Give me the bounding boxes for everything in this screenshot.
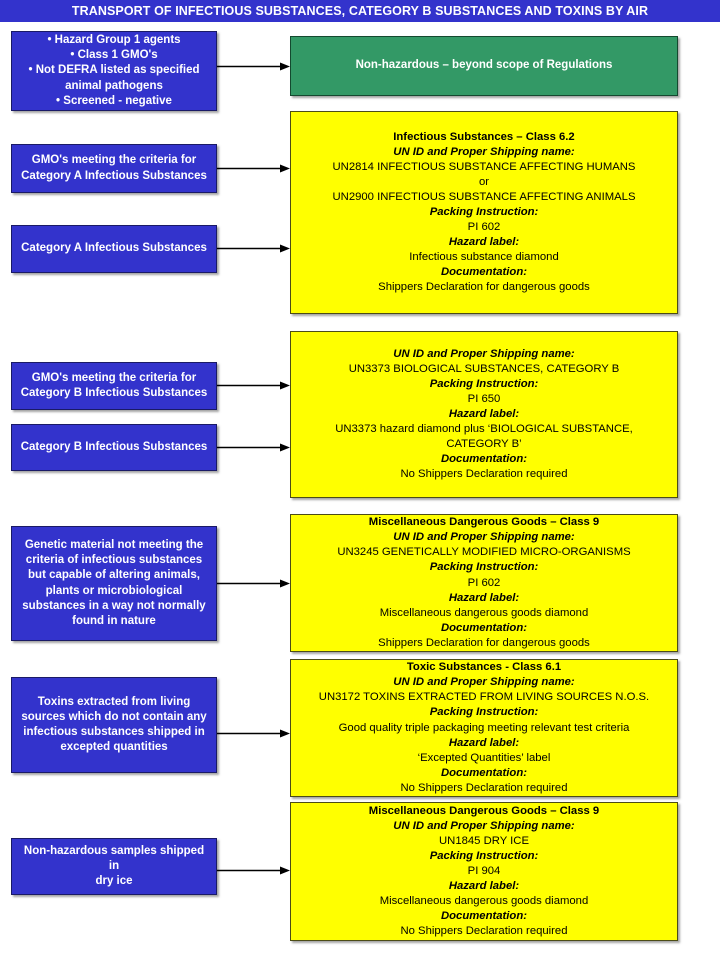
node-genetic-material bbox=[11, 526, 217, 641]
node-line: Hazard label: bbox=[448, 591, 520, 604]
node-outcome-class-9-gmmo bbox=[290, 514, 678, 652]
node-line: Hazard label: bbox=[448, 880, 520, 893]
arrow-category-b-to-un3373 bbox=[217, 443, 292, 452]
node-line: Non-hazardous – beyond scope of Regulations bbox=[355, 59, 613, 72]
node-category-a bbox=[11, 225, 217, 273]
node-line: animal pathogens bbox=[65, 79, 163, 92]
node-line: Shippers Declaration for dangerous goods bbox=[378, 636, 590, 649]
node-line: UN ID and Proper Shipping name: bbox=[393, 819, 575, 832]
node-text bbox=[22, 538, 205, 629]
node-line: PI 602 bbox=[467, 576, 501, 589]
node-line: found in nature bbox=[72, 614, 156, 627]
node-gmo-category-b bbox=[11, 362, 217, 410]
arrow-gmo-b-to-un3373 bbox=[217, 381, 292, 390]
node-outcome-class-6-2 bbox=[290, 111, 678, 314]
node-line: UN2814 INFECTIOUS SUBSTANCE AFFECTING HUMANS bbox=[332, 160, 636, 173]
node-line: Hazard label: bbox=[448, 236, 520, 249]
node-line: Miscellaneous Dangerous Goods – Class 9 bbox=[368, 804, 600, 817]
node-line: Category B Infectious Substances bbox=[20, 440, 208, 453]
node-line: No Shippers Declaration required bbox=[400, 468, 568, 481]
node-outcome-non-hazardous bbox=[290, 36, 678, 96]
node-non-hazardous-dry-ice bbox=[11, 838, 217, 895]
node-category-b bbox=[11, 424, 217, 471]
node-text bbox=[21, 153, 207, 183]
node-text bbox=[28, 33, 199, 109]
node-line: UN2900 INFECTIOUS SUBSTANCE AFFECTING ANIMALS bbox=[332, 190, 636, 203]
node-line: UN3373 hazard diamond plus ‘BIOLOGICAL SUBSTANCE, CATEGORY B’ bbox=[335, 423, 633, 451]
node-outcome-class-6-1 bbox=[290, 659, 678, 797]
node-line: Packing Instruction: bbox=[429, 561, 539, 574]
node-line: Documentation: bbox=[441, 453, 527, 466]
node-line: Shippers Declaration for dangerous goods bbox=[378, 281, 590, 294]
node-line: UN ID and Proper Shipping name: bbox=[393, 531, 575, 544]
node-line: Non-hazardous samples shipped in bbox=[23, 844, 205, 872]
node-line: Hazard label: bbox=[448, 407, 520, 420]
node-line: PI 602 bbox=[467, 221, 501, 233]
node-line: • Class 1 GMO's bbox=[70, 49, 158, 62]
arrow-hazard-to-non-hazardous bbox=[217, 62, 292, 71]
node-line: No Shippers Declaration required bbox=[400, 781, 568, 794]
node-gmo-category-a bbox=[11, 144, 217, 193]
node-line: excepted quantities bbox=[60, 741, 168, 754]
node-line: PI 650 bbox=[467, 392, 501, 405]
node-line: UN1845 DRY ICE bbox=[439, 834, 529, 847]
node-outcome-class-9-dry-ice bbox=[290, 802, 678, 941]
node-line: or bbox=[478, 175, 490, 188]
node-line: but capable of altering animals, bbox=[28, 569, 200, 582]
node-text bbox=[21, 241, 207, 256]
node-line: dry ice bbox=[95, 875, 133, 888]
node-line: Packing Instruction: bbox=[429, 849, 539, 862]
arrow-genetic-to-class-9-gmmo bbox=[217, 579, 292, 588]
node-line: UN3373 BIOLOGICAL SUBSTANCES, CATEGORY B bbox=[348, 362, 620, 375]
node-line: Packing Instruction: bbox=[429, 706, 539, 719]
node-line: UN ID and Proper Shipping name: bbox=[393, 347, 575, 360]
node-line: sources which do not contain any bbox=[21, 710, 207, 723]
arrow-dry-ice-to-class-9-dry-ice bbox=[217, 866, 292, 875]
node-line: UN ID and Proper Shipping name: bbox=[393, 145, 575, 158]
node-line: Infectious Substances – Class 6.2 bbox=[393, 130, 575, 143]
node-line: Documentation: bbox=[441, 910, 527, 923]
node-line: • Screened - negative bbox=[56, 94, 172, 107]
node-line: Documentation: bbox=[441, 766, 527, 779]
node-text bbox=[21, 371, 208, 401]
node-line: UN3172 TOXINS EXTRACTED FROM LIVING SOURCES N.O.S. bbox=[318, 691, 650, 704]
node-line: Packing Instruction: bbox=[429, 377, 539, 390]
page-title-bar bbox=[0, 0, 720, 22]
node-line: Miscellaneous dangerous goods diamond bbox=[379, 895, 589, 908]
page-title: TRANSPORT OF INFECTIOUS SUBSTANCES, CATEGORY B SUBSTANCES AND TOXINS BY AIR bbox=[71, 4, 649, 18]
node-text bbox=[21, 440, 208, 455]
node-toxins-excepted bbox=[11, 677, 217, 773]
node-line: • Hazard Group 1 agents bbox=[47, 34, 181, 47]
node-line: infectious substances shipped in bbox=[23, 726, 205, 738]
node-line: Documentation: bbox=[441, 621, 527, 634]
node-line: GMO's meeting the criteria for bbox=[31, 371, 197, 384]
node-line: PI 904 bbox=[467, 865, 501, 877]
node-line: Category B Infectious Substances bbox=[20, 387, 208, 399]
node-line: ‘Excepted Quantities’ label bbox=[417, 751, 551, 764]
node-line: Toxic Substances - Class 6.1 bbox=[406, 661, 562, 674]
arrow-toxins-to-class-6-1 bbox=[217, 729, 292, 738]
node-line: UN3245 GENETICALLY MODIFIED MICRO-ORGANISMS bbox=[337, 546, 631, 559]
node-outcome-un3373 bbox=[290, 331, 678, 498]
node-text bbox=[21, 695, 206, 756]
node-line: Miscellaneous Dangerous Goods – Class 9 bbox=[368, 516, 600, 529]
node-line: • Not DEFRA listed as specified bbox=[28, 64, 200, 77]
arrow-gmo-a-to-class-6-2 bbox=[217, 164, 292, 173]
node-line: UN ID and Proper Shipping name: bbox=[393, 676, 575, 689]
node-line: Category A Infectious Substances bbox=[21, 169, 207, 182]
node-line: Genetic material not meeting the bbox=[24, 538, 204, 551]
node-line: criteria of infectious substances bbox=[25, 554, 203, 567]
node-line: GMO's meeting the criteria for bbox=[31, 154, 197, 167]
node-line: Category A Infectious Substances bbox=[21, 242, 207, 255]
node-line: Good quality triple packaging meeting relevant test criteria bbox=[338, 721, 630, 734]
node-text bbox=[356, 58, 613, 73]
node-hazard-group-1 bbox=[11, 31, 217, 111]
arrow-category-a-to-class-6-2 bbox=[217, 244, 292, 253]
node-line: Packing Instruction: bbox=[429, 205, 539, 218]
node-line: plants or microbiological bbox=[45, 584, 183, 597]
node-line: Infectious substance diamond bbox=[409, 251, 559, 264]
node-line: Toxins extracted from living bbox=[37, 695, 191, 708]
node-line: Hazard label: bbox=[448, 736, 520, 749]
node-line: Documentation: bbox=[441, 266, 527, 279]
node-line: No Shippers Declaration required bbox=[400, 925, 568, 938]
node-line: substances in a way not normally bbox=[22, 599, 206, 612]
node-line: Miscellaneous dangerous goods diamond bbox=[379, 606, 589, 619]
node-text bbox=[18, 844, 210, 890]
